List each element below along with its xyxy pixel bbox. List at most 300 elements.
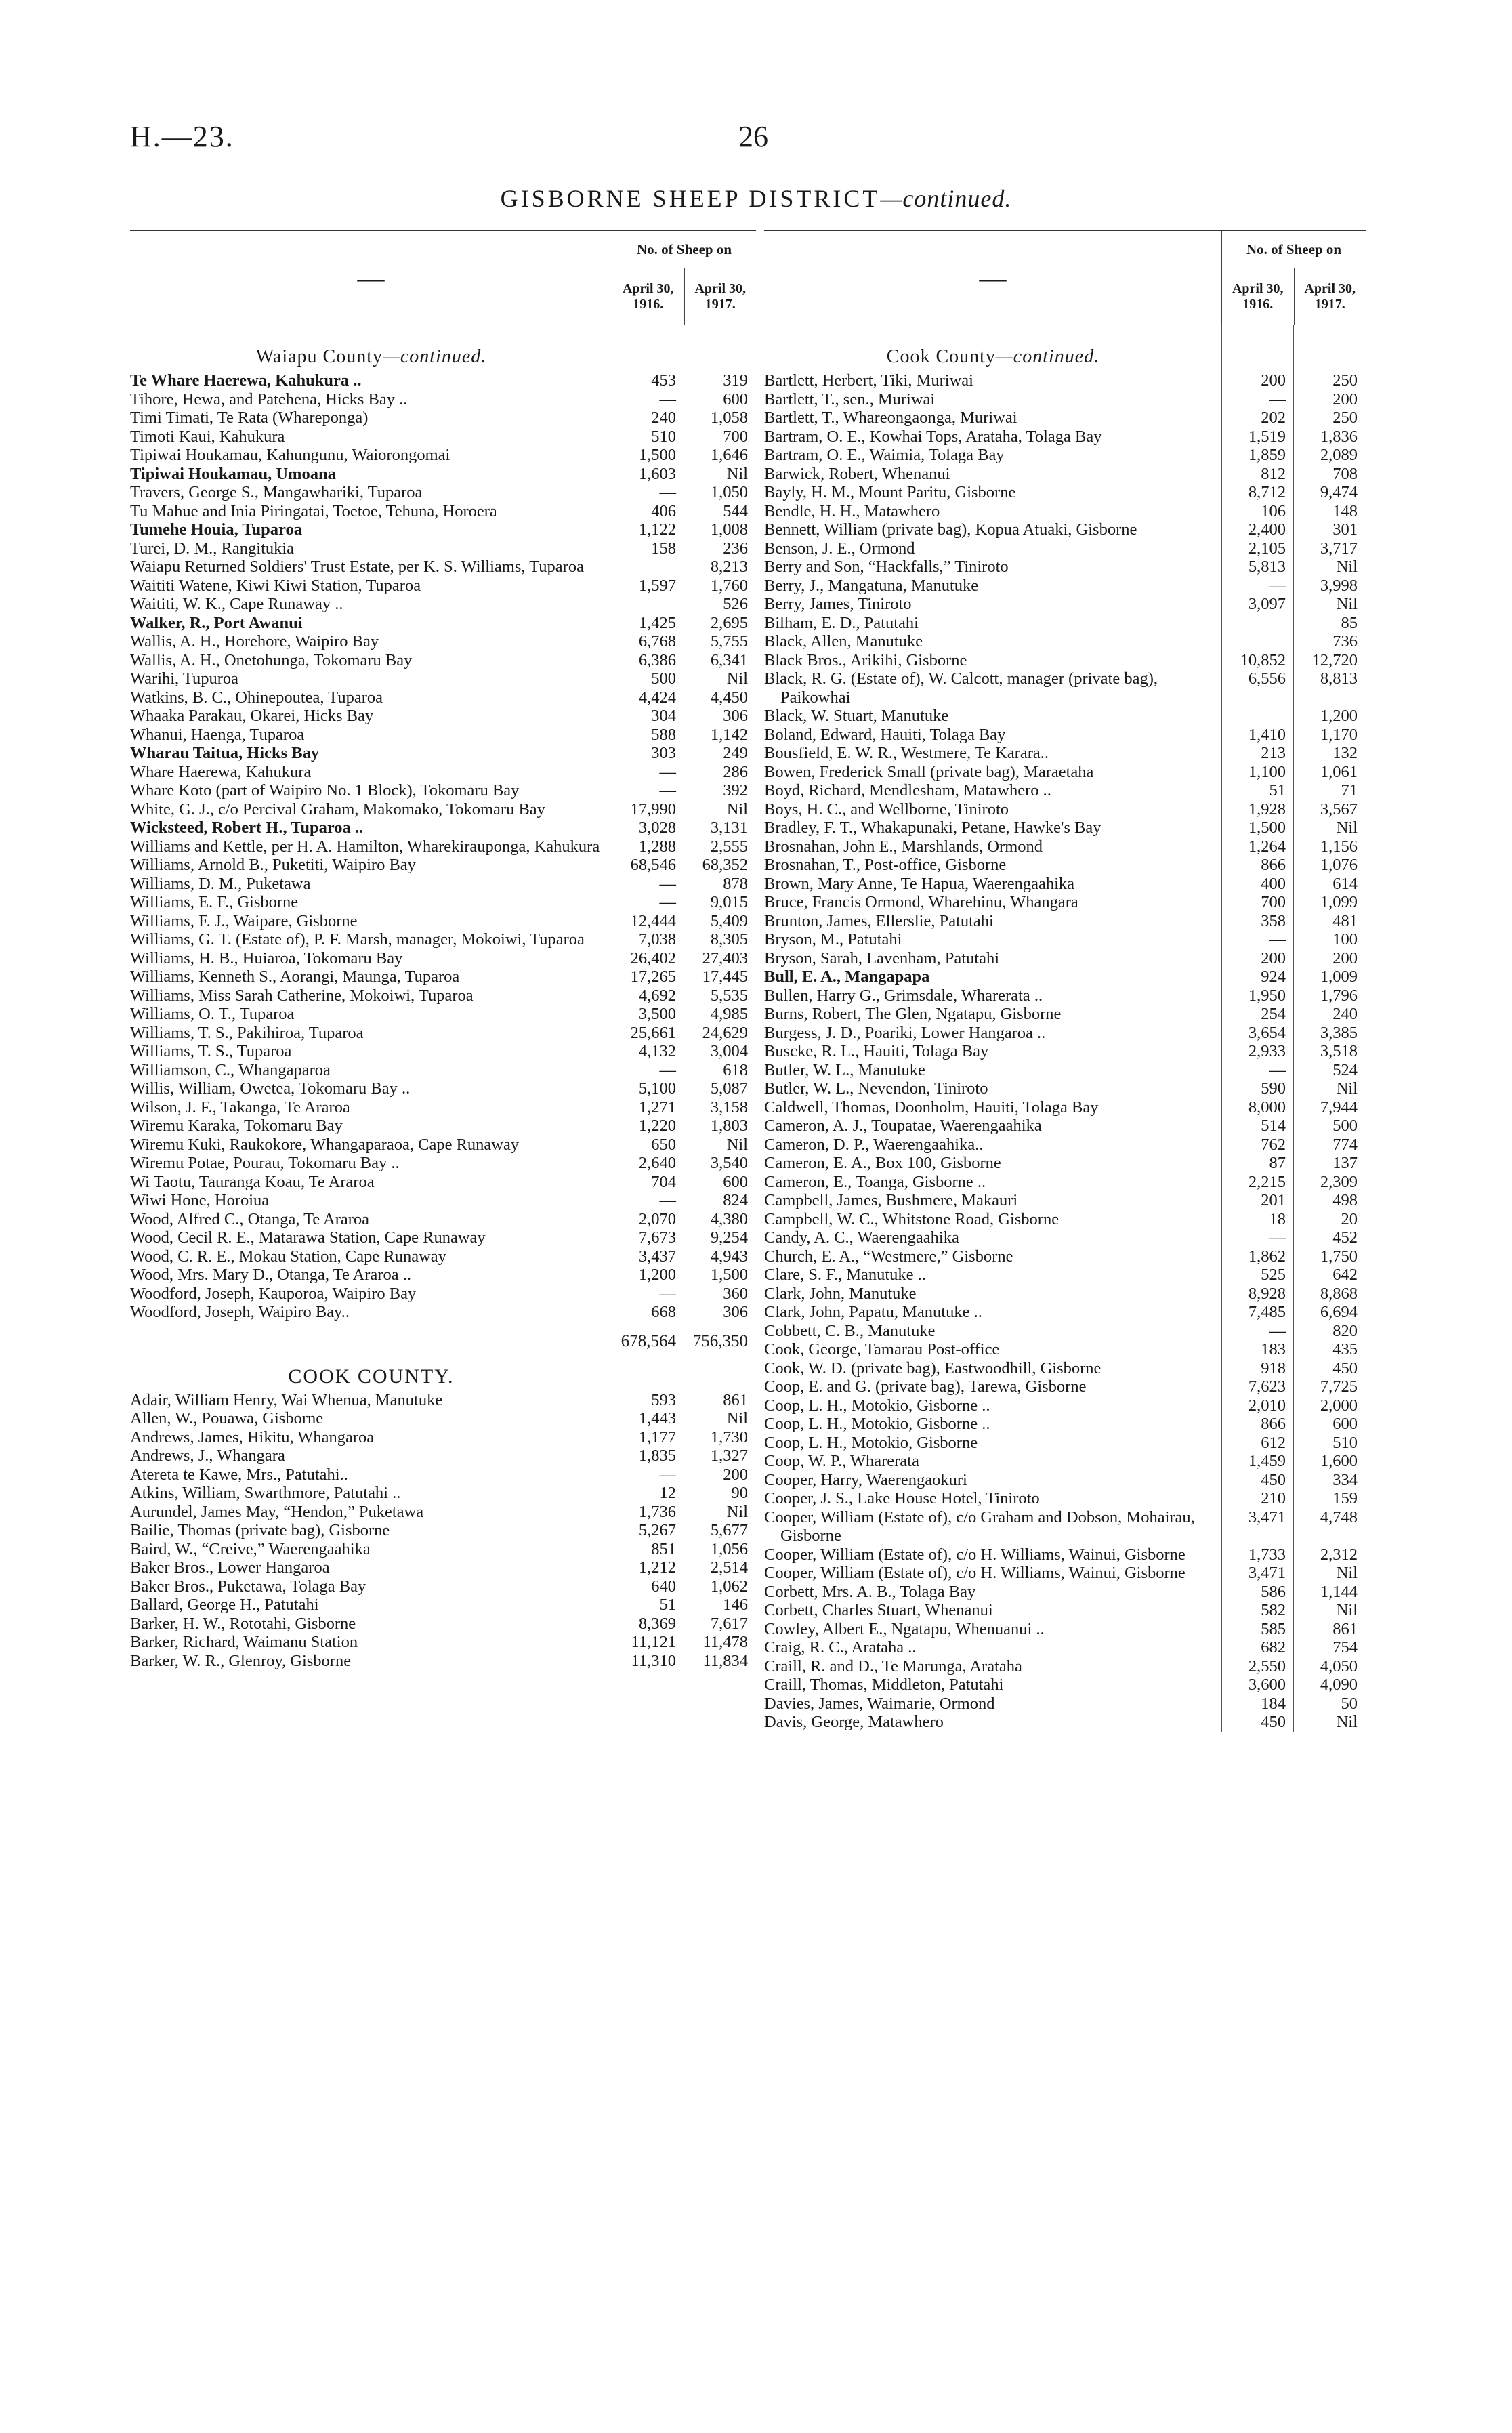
table-row (764, 577, 1366, 596)
sheep-1917: 137 (1332, 1154, 1358, 1172)
table-row (130, 465, 756, 484)
holder-name: Boland, Edward, Hauiti, Tolaga Bay (764, 725, 1006, 744)
holder-name: Clark, John, Manutuke (764, 1284, 917, 1303)
sheep-1916: 12,444 (630, 911, 676, 930)
sheep-1916: 254 (1261, 1005, 1286, 1023)
sheep-1917: Nil (1336, 1601, 1358, 1619)
table-row (130, 1117, 756, 1136)
sheep-1916: 2,933 (1248, 1042, 1286, 1060)
sheep-1917: 200 (1332, 390, 1358, 409)
holder-name: Adair, William Henry, Wai Whenua, Manutuke (130, 1390, 443, 1409)
sheep-1916: 585 (1261, 1619, 1286, 1638)
sheep-1916: 1,835 (638, 1447, 676, 1465)
sheep-1917: 1,058 (710, 409, 748, 427)
holder-name: Cameron, D. P., Waerengaahika.. (764, 1135, 984, 1154)
table-row (764, 520, 1366, 539)
sheep-1916: — (1269, 1060, 1286, 1079)
sheep-1916: — (659, 1191, 676, 1209)
table-row (130, 1154, 756, 1173)
table-row (130, 1409, 756, 1428)
sheep-1917: 5,087 (710, 1079, 748, 1098)
sheep-1917: 8,868 (1320, 1284, 1358, 1303)
left-column (130, 230, 756, 2263)
column-header (764, 230, 1366, 325)
table-row (764, 726, 1366, 745)
sheep-1917: 1,142 (710, 725, 748, 744)
holder-name: Bartram, O. E., Kowhai Tops, Arataha, Tolaga Bay (764, 427, 1102, 446)
sheep-1916: 2,640 (638, 1154, 676, 1172)
sheep-1917: 3,998 (1320, 576, 1358, 595)
sheep-1916: 700 (1261, 893, 1286, 911)
holder-name: Craill, Thomas, Middleton, Patutahi (764, 1676, 1004, 1694)
sheep-1917: 8,213 (710, 558, 748, 576)
section-title: Cook County (886, 346, 996, 367)
sheep-1917: Nil (1336, 1079, 1358, 1098)
holder-name: Bilham, E. D., Patutahi (764, 613, 919, 632)
holder-name: Woodford, Joseph, Waipiro Bay.. (130, 1303, 350, 1321)
holder-name: Bartlett, T., Whareongaonga, Muriwai (764, 409, 1017, 427)
table-row (764, 1713, 1366, 1732)
table-row (130, 744, 756, 763)
holder-name: Cameron, A. J., Toupatae, Waerengaahika (764, 1117, 1042, 1135)
sheep-1916: — (659, 762, 676, 781)
holder-name: Barker, H. W., Rototahi, Gisborne (130, 1614, 356, 1633)
holder-name: Williams, Arnold B., Puketiti, Waipiro Bay (130, 856, 416, 874)
table-row (764, 1303, 1366, 1322)
sheep-1917: 148 (1332, 501, 1358, 520)
sheep-1916: 200 (1261, 371, 1286, 390)
sheep-1916: 668 (651, 1303, 676, 1321)
table-row (764, 1620, 1366, 1639)
sheep-1917: 1,056 (710, 1539, 748, 1558)
holder-name: Baird, W., “Creive,” Waerengaahika (130, 1539, 371, 1558)
sheep-1917: 2,514 (710, 1558, 748, 1577)
holder-name: Davies, James, Waimarie, Ormond (764, 1694, 995, 1713)
section-heading-waiapu (130, 346, 756, 369)
table-row (764, 837, 1366, 856)
holder-name: Wiremu Karaka, Tokomaru Bay (130, 1117, 343, 1135)
sheep-1917: 1,750 (1320, 1247, 1358, 1266)
holder-name: Ballard, George H., Patutahi (130, 1596, 319, 1614)
holder-name: Campbell, W. C., Whitstone Road, Gisborne (764, 1209, 1059, 1228)
sheep-1916: — (1269, 390, 1286, 409)
sheep-1916: 11,121 (631, 1633, 676, 1651)
title-text: GISBORNE SHEEP DISTRICT (500, 185, 881, 212)
sheep-1916: 8,928 (1248, 1284, 1286, 1303)
holder-name: Williams, Kenneth S., Aorangi, Maunga, Tuparoa (130, 968, 460, 986)
holder-name: Wood, Alfred C., Otanga, Te Araroa (130, 1209, 370, 1228)
sheep-1917: 1,009 (1320, 968, 1358, 986)
holder-name: Whaaka Parakau, Okarei, Hicks Bay (130, 707, 374, 725)
sheep-1917: 1,796 (1320, 986, 1358, 1005)
holder-name: Buscke, R. L., Hauiti, Tolaga Bay (764, 1042, 989, 1060)
sheep-1917: 481 (1332, 911, 1358, 930)
sheep-1916: 593 (651, 1390, 676, 1409)
sheep-1917: 2,555 (710, 837, 748, 856)
sheep-1917: 68,352 (702, 856, 748, 874)
sheep-1917: 236 (723, 539, 748, 558)
sheep-1917: 159 (1332, 1489, 1358, 1507)
table-row (130, 837, 756, 856)
holder-name: Atereta te Kawe, Mrs., Patutahi.. (130, 1465, 348, 1484)
table-row (764, 781, 1366, 800)
sheep-1917: 1,076 (1320, 856, 1358, 874)
table-row (764, 1117, 1366, 1136)
holder-name: Cooper, William (Estate of), c/o Graham and Dobson, Mohairau, Gisborne (764, 1507, 1195, 1545)
table-row (130, 409, 756, 428)
holder-name: Timoti Kaui, Kahukura (130, 427, 285, 446)
table-row (764, 986, 1366, 1005)
table-row (130, 371, 756, 390)
table-row (130, 875, 756, 894)
sheep-1917: 510 (1332, 1433, 1358, 1452)
sheep-1917: 820 (1332, 1321, 1358, 1340)
sheep-1916: 6,386 (638, 650, 676, 669)
sheep-1917: 1,170 (1320, 725, 1358, 744)
table-row (130, 1266, 756, 1285)
total-1916: 678,564 (612, 1329, 684, 1354)
holder-name: Wood, C. R. E., Mokau Station, Cape Runaway (130, 1247, 446, 1266)
sheep-1917: 8,305 (710, 930, 748, 949)
section-title: Waiapu County (255, 346, 383, 367)
sheep-1916: 1,500 (638, 446, 676, 464)
holder-name: Warihi, Tupuroa (130, 669, 239, 688)
sheep-1917: 1,144 (1320, 1582, 1358, 1601)
table-row (130, 763, 756, 782)
table-row (764, 1079, 1366, 1098)
sheep-1917: 85 (1341, 613, 1358, 632)
holder-name: Craill, R. and D., Te Marunga, Arataha (764, 1657, 1022, 1676)
sheep-1917: 200 (1332, 949, 1358, 968)
holder-name: Tu Mahue and Inia Piringatai, Toetoe, Tehuna, Horoera (130, 501, 497, 520)
section-continued: —continued. (995, 346, 1100, 367)
sheep-1917: Nil (1336, 595, 1358, 613)
no-of-sheep-label: No. of Sheep on (1222, 231, 1366, 268)
table-row (130, 1228, 756, 1247)
sheep-1916: 17,265 (630, 968, 676, 986)
holder-name: Butler, W. L., Manutuke (764, 1060, 925, 1079)
table-row (130, 1247, 756, 1266)
table-row (130, 1447, 756, 1465)
sheep-1916: 51 (1269, 781, 1286, 799)
sheep-1916: — (1269, 1228, 1286, 1247)
left-table-body (130, 325, 756, 1670)
holder-name: Coop, W. P., Wharerata (764, 1452, 919, 1470)
sheep-1916: 1,862 (1248, 1247, 1286, 1266)
sheep-1916: 514 (1261, 1117, 1286, 1135)
table-row (764, 1266, 1366, 1285)
holder-name: Caldwell, Thomas, Doonholm, Hauiti, Tolaga Bay (764, 1098, 1099, 1117)
sheep-1916: 582 (1261, 1601, 1286, 1619)
section-heading-cook: COOK COUNTY. (288, 1365, 455, 1388)
table-row (130, 669, 756, 688)
sheep-1916: 6,768 (638, 632, 676, 650)
table-row (764, 502, 1366, 521)
sheep-1916: 1,288 (638, 837, 676, 856)
table-row (130, 558, 756, 577)
sheep-1916: 1,443 (638, 1409, 676, 1428)
table-row (764, 930, 1366, 949)
sheep-1916: 612 (1261, 1433, 1286, 1452)
table-row (764, 949, 1366, 968)
holder-name: Bowen, Frederick Small (private bag), Maraetaha (764, 762, 1094, 781)
sheep-1916: 3,600 (1248, 1676, 1286, 1694)
holder-name: Coop, E. and G. (private bag), Tarewa, Gisborne (764, 1377, 1087, 1396)
holder-name: Bryson, M., Patutahi (764, 930, 902, 949)
table-row (764, 1676, 1366, 1694)
sheep-1916: — (659, 483, 676, 501)
holder-name: Cook, George, Tamarau Post-office (764, 1340, 1000, 1358)
sheep-1916 (612, 595, 684, 614)
sheep-1917: 3,567 (1320, 799, 1358, 818)
holder-name: Whare Haerewa, Kahukura (130, 762, 312, 781)
table-row (130, 949, 756, 968)
sheep-1916: 1,264 (1248, 837, 1286, 856)
sheep-count-header (612, 231, 756, 325)
sheep-1917: 100 (1332, 930, 1358, 949)
sheep-1916: 2,550 (1248, 1657, 1286, 1676)
sheep-1917: 614 (1332, 874, 1358, 893)
sheep-1917: 132 (1332, 744, 1358, 762)
table-row (130, 520, 756, 539)
sheep-1917: 3,385 (1320, 1023, 1358, 1042)
sheep-1916 (1222, 614, 1294, 633)
table-row (130, 632, 756, 651)
sheep-1917: 1,008 (710, 520, 748, 539)
table-row (764, 595, 1366, 614)
sheep-1917: 392 (723, 781, 748, 799)
table-row (764, 1340, 1366, 1359)
sheep-1917: 4,050 (1320, 1657, 1358, 1676)
sheep-1916: 213 (1261, 744, 1286, 762)
sheep-1917: 618 (723, 1060, 748, 1079)
holder-name: Cooper, J. S., Lake House Hotel, Tiniroto (764, 1489, 1040, 1507)
sheep-1917: 7,944 (1320, 1098, 1358, 1117)
sheep-1917: 5,755 (710, 632, 748, 650)
table-row (764, 1694, 1366, 1713)
table-row (764, 1024, 1366, 1043)
table-row (130, 1521, 756, 1540)
sheep-1916: 8,369 (638, 1614, 676, 1633)
sheep-1916: 1,950 (1248, 986, 1286, 1005)
holder-name: Williams, H. B., Huiaroa, Tokomaru Bay (130, 949, 403, 968)
holder-name: Bullen, Harry G., Grimsdale, Wharerata .. (764, 986, 1043, 1005)
sheep-1916: 25,661 (630, 1023, 676, 1042)
sheep-1917: 9,474 (1320, 483, 1358, 501)
table-row (130, 1285, 756, 1304)
table-row (764, 1173, 1366, 1192)
sheep-1916: 1,859 (1248, 446, 1286, 464)
sheep-1916: 200 (1261, 949, 1286, 968)
sheep-1916: 1,212 (638, 1558, 676, 1577)
table-row (130, 1136, 756, 1155)
holder-name: Barker, Richard, Waimanu Station (130, 1633, 358, 1651)
holder-name: Williams, G. T. (Estate of), P. F. Marsh, manager, Mokoiwi, Tuparoa (130, 930, 585, 949)
holder-name: Butler, W. L., Nevendon, Tiniroto (764, 1079, 988, 1098)
sheep-1916: 525 (1261, 1266, 1286, 1284)
sheep-1916: 303 (651, 744, 676, 762)
holder-name: Andrews, J., Whangara (130, 1447, 285, 1465)
table-row (130, 595, 756, 614)
sheep-1916: 3,028 (638, 818, 676, 837)
table-row (764, 968, 1366, 986)
sheep-1917: 6,341 (710, 650, 748, 669)
sheep-1917: Nil (1336, 558, 1358, 576)
holder-name: Cameron, E. A., Box 100, Gisborne (764, 1154, 1001, 1172)
holder-name: Black, Allen, Manutuke (764, 632, 923, 650)
sheep-1916: 358 (1261, 911, 1286, 930)
holder-name: Berry, James, Tiniroto (764, 595, 912, 613)
holder-name: Timi Timati, Te Rata (Whareponga) (130, 409, 369, 427)
holder-name: Williamson, C., Whangaparoa (130, 1060, 331, 1079)
sheep-1916: 1,100 (1248, 762, 1286, 781)
sheep-1917: 736 (1332, 632, 1358, 650)
sheep-1916: 1,425 (638, 613, 676, 632)
table-row (764, 1359, 1366, 1378)
sheep-1916: 851 (651, 1539, 676, 1558)
table-row (764, 483, 1366, 502)
sheep-1916: 201 (1261, 1191, 1286, 1209)
table-row (130, 707, 756, 726)
table-row (130, 986, 756, 1005)
table-row (764, 651, 1366, 670)
sheep-1917: 450 (1332, 1358, 1358, 1377)
sheep-1917: 250 (1332, 371, 1358, 390)
table-row (764, 1396, 1366, 1415)
table-row (130, 1577, 756, 1596)
table-row (130, 483, 756, 502)
table-row (764, 632, 1366, 651)
sheep-1917: 1,062 (710, 1577, 748, 1596)
right-column (764, 230, 1366, 2263)
holder-name: Cowley, Albert E., Ngatapu, Whenuanui .. (764, 1619, 1045, 1638)
sheep-1917: Nil (726, 1135, 748, 1154)
sheep-1916: 1,519 (1248, 427, 1286, 446)
table-row (764, 1061, 1366, 1080)
table-row (130, 577, 756, 596)
holder-name: Turei, D. M., Rangitukia (130, 539, 295, 558)
sheep-1917: Nil (726, 669, 748, 688)
holder-name: Tipiwai Houkamau, Umoana (130, 464, 336, 483)
sheep-1917: 240 (1332, 1005, 1358, 1023)
sheep-1916: 650 (651, 1135, 676, 1154)
sheep-1917: 7,617 (710, 1614, 748, 1633)
sheep-1916: 12 (659, 1484, 676, 1502)
table-row (764, 893, 1366, 912)
total-1917: 756,350 (684, 1329, 756, 1354)
table-row (764, 1210, 1366, 1229)
table-row (130, 1042, 756, 1061)
cook-rows-left (130, 1391, 756, 1671)
holder-name: Brunton, James, Ellerslie, Patutahi (764, 911, 994, 930)
table-row (764, 912, 1366, 931)
sheep-1917: 1,836 (1320, 427, 1358, 446)
sheep-1916: — (1269, 1321, 1286, 1340)
table-row (130, 893, 756, 912)
sheep-1916: 1,459 (1248, 1452, 1286, 1470)
holder-name: Waititi, W. K., Cape Runaway .. (130, 595, 343, 613)
sheep-1916: 5,813 (1248, 558, 1286, 576)
sheep-1917: 498 (1332, 1191, 1358, 1209)
sheep-1916: 406 (651, 501, 676, 520)
sheep-1917: 12,720 (1311, 650, 1358, 669)
sheep-1917: 2,695 (710, 613, 748, 632)
sheep-1916: 1,928 (1248, 799, 1286, 818)
no-of-sheep-label: No. of Sheep on (612, 231, 756, 268)
sheep-1916: 4,692 (638, 986, 676, 1005)
table-row (130, 968, 756, 986)
table-row (130, 614, 756, 633)
sheep-1917: 249 (723, 744, 748, 762)
sheep-1916: 2,070 (638, 1209, 676, 1228)
sheep-1917: 7,725 (1320, 1377, 1358, 1396)
table-row (764, 707, 1366, 726)
table-row (130, 1503, 756, 1522)
holder-name: Bartlett, Herbert, Tiki, Muriwai (764, 371, 973, 390)
table-row (764, 875, 1366, 894)
holder-name: Boyd, Richard, Mendlesham, Matawhero .. (764, 781, 1051, 799)
table-row (130, 1484, 756, 1503)
holder-name: Candy, A. C., Waerengaahika (764, 1228, 959, 1247)
sheep-1916: 7,038 (638, 930, 676, 949)
waiapu-total-row (130, 1329, 756, 1354)
year-1916-header: April 30, 1916. (1232, 280, 1284, 312)
sheep-1916: 7,485 (1248, 1303, 1286, 1321)
sheep-1917: Nil (1336, 1564, 1358, 1582)
sheep-1917: 3,540 (710, 1154, 748, 1172)
holder-name: Bradley, F. T., Whakapunaki, Petane, Hawke's Bay (764, 818, 1101, 837)
sheep-1916: — (659, 390, 676, 409)
holder-name: Aurundel, James May, “Hendon,” Puketawa (130, 1502, 424, 1521)
sheep-1917: 17,445 (702, 968, 748, 986)
sheep-1916: 510 (651, 427, 676, 446)
sheep-1917: 6,694 (1320, 1303, 1358, 1321)
sheep-1917: 2,312 (1320, 1545, 1358, 1564)
sheep-1916 (612, 558, 684, 577)
holder-name: Williams and Kettle, per H. A. Hamilton, Wharekirauponga, Kahukura (130, 837, 600, 856)
year-1917-header: April 30, 1917. (684, 268, 757, 325)
table-row (130, 1465, 756, 1484)
holder-name: Clare, S. F., Manutuke .. (764, 1266, 926, 1284)
table-row (764, 1583, 1366, 1602)
holder-name: Bruce, Francis Ormond, Wharehinu, Whangara (764, 893, 1078, 911)
sheep-1916: 183 (1261, 1340, 1286, 1358)
holder-name: Bartram, O. E., Waimia, Tolaga Bay (764, 446, 1005, 464)
sheep-1916: 3,654 (1248, 1023, 1286, 1042)
sheep-1917: 286 (723, 762, 748, 781)
sheep-1916: 812 (1261, 464, 1286, 483)
sheep-1917: 2,000 (1320, 1396, 1358, 1415)
sheep-1916: — (659, 1060, 676, 1079)
table-row (130, 1173, 756, 1192)
sheep-1916: 3,097 (1248, 595, 1286, 613)
sheep-1917: 334 (1332, 1470, 1358, 1489)
holder-name: Williams, Miss Sarah Catherine, Mokoiwi, Tuparoa (130, 986, 474, 1005)
holder-name: Black Bros., Arikihi, Gisborne (764, 650, 967, 669)
sheep-1917: 4,748 (1320, 1507, 1358, 1526)
sheep-1916: 3,471 (1248, 1507, 1286, 1526)
table-row (130, 446, 756, 465)
sheep-1917: 1,099 (1320, 893, 1358, 911)
holder-name: Clark, John, Papatu, Manutuke .. (764, 1303, 982, 1321)
table-row (764, 856, 1366, 875)
table-row (130, 1098, 756, 1117)
holder-name: Campbell, James, Bushmere, Makauri (764, 1191, 1018, 1209)
sheep-1917: 1,803 (710, 1117, 748, 1135)
table-row (764, 763, 1366, 782)
holder-name: Tihore, Hewa, and Patehena, Hicks Bay .. (130, 390, 408, 409)
holder-name: Burns, Robert, The Glen, Ngatapu, Gisborne (764, 1005, 1062, 1023)
